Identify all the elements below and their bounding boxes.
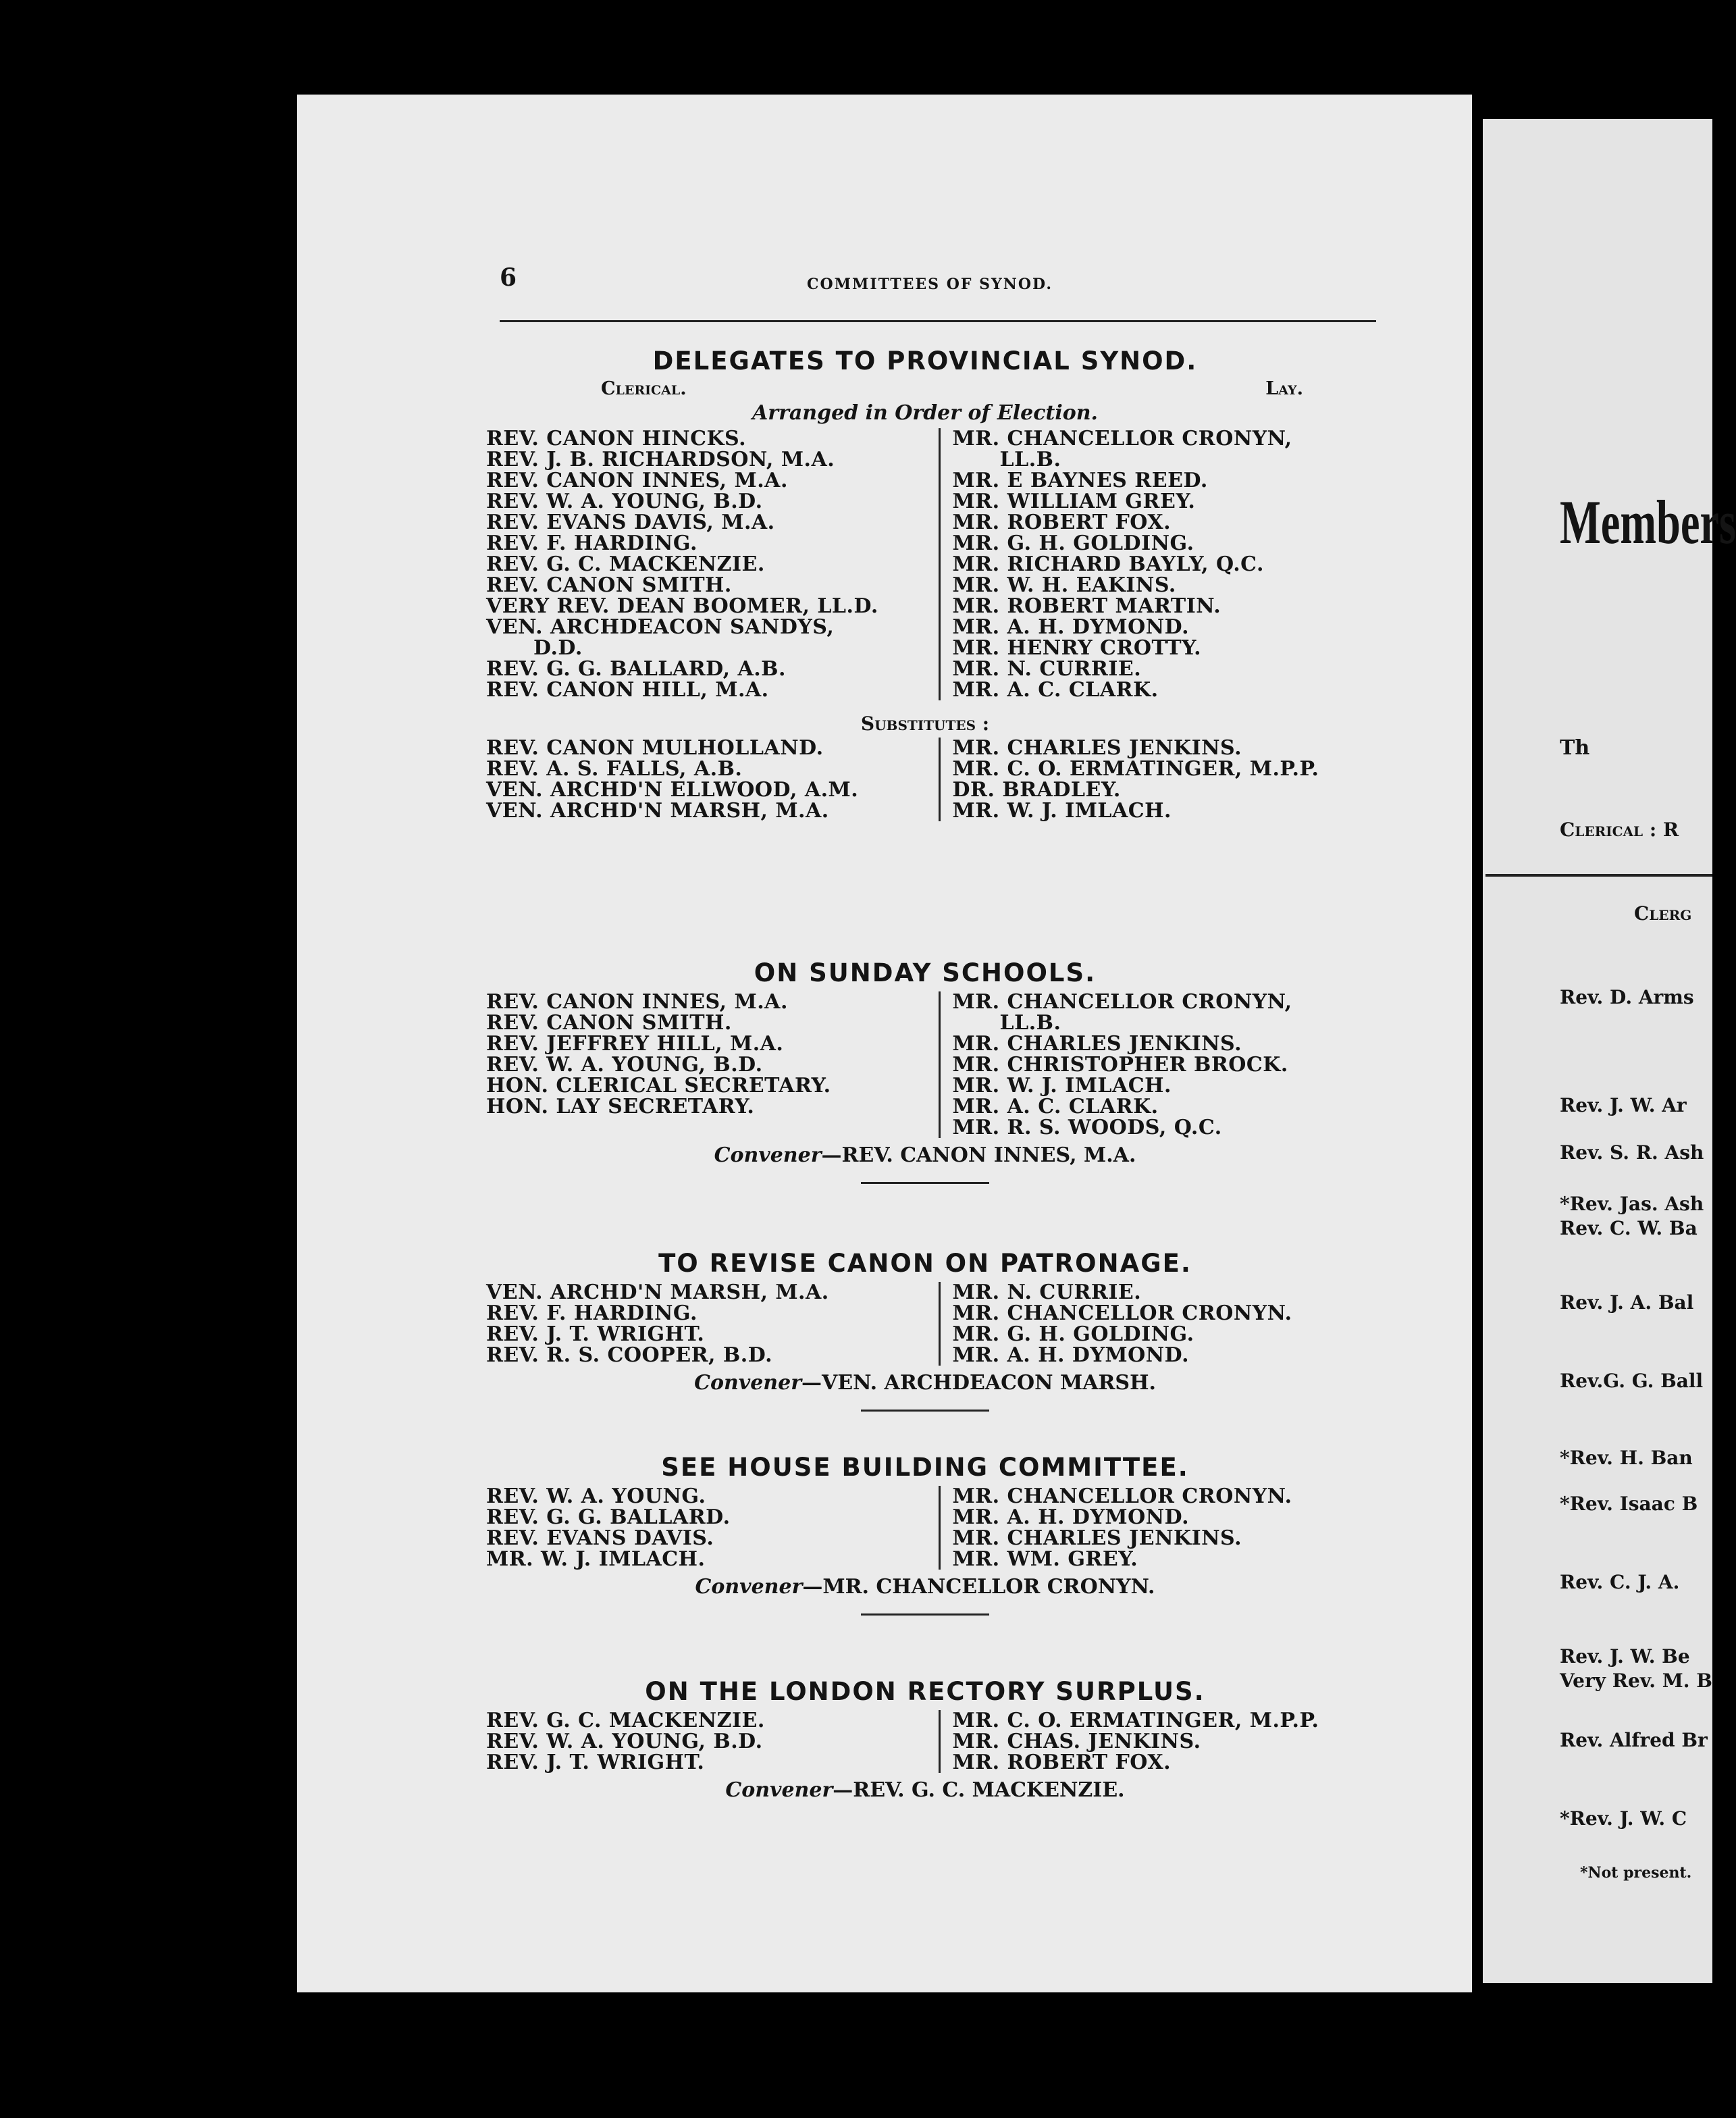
section-title: DELEGATES TO PROVINCIAL SYNOD. xyxy=(652,346,1198,376)
column-headers xyxy=(446,377,1404,401)
convener-line xyxy=(446,1575,1404,1599)
facing-entry: Rev.G. G. Ball xyxy=(1560,1370,1704,1392)
facing-entry: *Rev. H. Ban xyxy=(1560,1447,1693,1469)
member-name: REV. CANON INNES, M.A. xyxy=(486,990,788,1014)
member-name: MR. HENRY CROTTY. xyxy=(952,636,1202,660)
member-name: REV. F. HARDING. xyxy=(486,532,698,555)
convener-label: Convener xyxy=(714,1143,822,1167)
member-name: MR. CHANCELLOR CRONYN, xyxy=(952,990,1292,1014)
lay-header: Lay. xyxy=(1265,378,1303,399)
member-name: MR. W. H. EAKINS. xyxy=(952,573,1176,597)
member-name: MR. CHANCELLOR CRONYN. xyxy=(952,1484,1292,1508)
member-name: MR. G. H. GOLDING. xyxy=(952,532,1194,555)
facing-entry: Rev. Alfred Br xyxy=(1560,1729,1708,1751)
member-name: MR. CHARLES JENKINS. xyxy=(952,736,1242,760)
member-name: REV. R. S. COOPER, B.D. xyxy=(486,1343,773,1367)
convener-line xyxy=(446,1778,1404,1802)
member-name: MR. R. S. WOODS, Q.C. xyxy=(952,1116,1222,1139)
clerical-list xyxy=(446,1282,939,1366)
section-title: SEE HOUSE BUILDING COMMITTEE. xyxy=(661,1453,1189,1482)
clerical-header: Clerical. xyxy=(601,378,687,399)
member-name: MR. N. CURRIE. xyxy=(952,657,1142,681)
lay-list xyxy=(939,1710,1405,1773)
member-name: LL.B. xyxy=(999,1011,1061,1035)
convener-line xyxy=(446,1143,1404,1167)
member-name: MR. W. J. IMLACH. xyxy=(486,1547,706,1571)
member-name: REV. EVANS DAVIS, M.A. xyxy=(486,511,775,534)
member-name: REV. W. A. YOUNG, B.D. xyxy=(486,490,763,513)
member-name: MR. ROBERT MARTIN. xyxy=(952,594,1221,618)
member-name: MR. CHANCELLOR CRONYN, xyxy=(952,427,1292,450)
clerical-list xyxy=(446,991,939,1138)
member-name: MR. ROBERT FOX. xyxy=(952,1751,1172,1774)
facing-entry: *Rev. Jas. Ash xyxy=(1560,1193,1704,1215)
member-name: REV. J. T. WRIGHT. xyxy=(486,1751,705,1774)
member-name: REV. CANON HINCKS. xyxy=(486,427,747,450)
member-columns xyxy=(446,428,1404,700)
clerical-list xyxy=(446,1710,939,1773)
member-name: MR. A. H. DYMOND. xyxy=(952,615,1190,639)
member-name: MR. CHAS. JENKINS. xyxy=(952,1730,1201,1753)
member-name: MR. A. C. CLARK. xyxy=(952,1095,1159,1118)
member-name: VEN. ARCHD'N MARSH, M.A. xyxy=(486,1281,829,1304)
facing-entry: Rev. J. W. Ar xyxy=(1560,1094,1687,1116)
facing-entry: Rev. D. Arms xyxy=(1560,986,1694,1008)
member-name: MR. CHANCELLOR CRONYN. xyxy=(952,1301,1292,1325)
member-name: REV. CANON MULHOLLAND. xyxy=(486,736,824,760)
facing-clerical: Clerical : R xyxy=(1560,819,1679,841)
facing-heading: Members xyxy=(1560,488,1736,557)
member-name: REV. F. HARDING. xyxy=(486,1301,698,1325)
member-name: MR. A. H. DYMOND. xyxy=(952,1505,1190,1529)
section-provincial-synod xyxy=(446,346,1404,821)
section-title: TO REVISE CANON ON PATRONAGE. xyxy=(658,1249,1192,1278)
member-columns xyxy=(446,1282,1404,1366)
substitutes-label: Substitutes : xyxy=(860,713,990,735)
member-name: MR. C. O. ERMATINGER, M.P.P. xyxy=(952,1709,1319,1732)
convener-label: Convener xyxy=(725,1778,833,1802)
section-see-house xyxy=(446,1452,1404,1628)
member-name: REV. W. A. YOUNG, B.D. xyxy=(486,1730,763,1753)
election-note: Arranged in Order of Election. xyxy=(752,401,1099,425)
convener-label: Convener xyxy=(694,1371,802,1395)
facing-entry: Rev. J. A. Bal xyxy=(1560,1291,1694,1314)
section-sunday-schools xyxy=(446,958,1404,1196)
page-number: 6 xyxy=(500,263,517,292)
facing-rule xyxy=(1485,874,1712,877)
member-name: MR. W. J. IMLACH. xyxy=(952,1074,1172,1097)
member-name: D.D. xyxy=(533,636,583,660)
section-patronage xyxy=(446,1248,1404,1424)
section-london-rectory xyxy=(446,1676,1404,1802)
member-name: REV. CANON SMITH. xyxy=(486,1011,732,1035)
section-title: ON THE LONDON RECTORY SURPLUS. xyxy=(645,1677,1205,1706)
member-name: MR. E BAYNES REED. xyxy=(952,469,1208,492)
member-name: VEN. ARCHD'N ELLWOOD, A.M. xyxy=(486,778,859,802)
clerical-substitutes xyxy=(446,738,939,821)
convener-label: Convener xyxy=(695,1575,803,1599)
member-name: MR. ROBERT FOX. xyxy=(952,511,1172,534)
convener-name: —REV. CANON INNES, M.A. xyxy=(821,1143,1136,1167)
member-name: REV. G. C. MACKENZIE. xyxy=(486,1709,765,1732)
member-name: HON. LAY SECRETARY. xyxy=(486,1095,755,1118)
convener-name: —VEN. ARCHDEACON MARSH. xyxy=(801,1371,1156,1395)
member-name: REV. A. S. FALLS, A.B. xyxy=(486,757,743,781)
member-name: REV. CANON SMITH. xyxy=(486,573,732,597)
member-name: REV. CANON INNES, M.A. xyxy=(486,469,788,492)
member-name: REV. G. G. BALLARD, A.B. xyxy=(486,657,786,681)
member-name: REV. J. B. RICHARDSON, M.A. xyxy=(486,448,835,471)
facing-entry: Very Rev. M. B xyxy=(1560,1670,1712,1692)
facing-clerg: Clerg xyxy=(1634,902,1692,925)
member-name: REV. J. T. WRIGHT. xyxy=(486,1322,705,1346)
facing-entry: *Rev. J. W. C xyxy=(1560,1807,1687,1830)
member-columns xyxy=(446,991,1404,1138)
member-name: REV. CANON HILL, M.A. xyxy=(486,678,769,702)
member-name: MR. RICHARD BAYLY, Q.C. xyxy=(952,552,1264,576)
member-name: LL.B. xyxy=(999,448,1061,471)
lay-list xyxy=(939,1486,1405,1570)
facing-entry: *Rev. Isaac B xyxy=(1560,1493,1698,1515)
member-name: MR. CHARLES JENKINS. xyxy=(952,1526,1242,1550)
facing-entry: Rev. S. R. Ash xyxy=(1560,1141,1704,1164)
clerical-list xyxy=(446,428,939,700)
convener-name: —REV. G. C. MACKENZIE. xyxy=(833,1778,1125,1802)
member-columns xyxy=(446,1486,1404,1570)
member-name: REV. W. A. YOUNG, B.D. xyxy=(486,1053,763,1077)
facing-th: Th xyxy=(1560,736,1590,760)
convener-line xyxy=(446,1371,1404,1395)
facing-footnote: *Not present. xyxy=(1580,1864,1692,1882)
section-divider xyxy=(861,1182,989,1184)
member-name: MR. A. H. DYMOND. xyxy=(952,1343,1190,1367)
facing-entry: Rev. J. W. Be xyxy=(1560,1645,1690,1668)
member-name: REV. EVANS DAVIS. xyxy=(486,1526,714,1550)
member-name: MR. G. H. GOLDING. xyxy=(952,1322,1194,1346)
member-columns xyxy=(446,1710,1404,1773)
member-name: MR. WILLIAM GREY. xyxy=(952,490,1196,513)
member-name: MR. CHARLES JENKINS. xyxy=(952,1032,1242,1056)
running-head: COMMITTEES OF SYNOD. xyxy=(807,276,1053,293)
member-name: REV. JEFFREY HILL, M.A. xyxy=(486,1032,784,1056)
facing-entry: Rev. C. J. A. xyxy=(1560,1571,1680,1593)
member-name: VEN. ARCHDEACON SANDYS, xyxy=(486,615,835,639)
section-title: ON SUNDAY SCHOOLS. xyxy=(754,958,1097,987)
member-name: MR. C. O. ERMATINGER, M.P.P. xyxy=(952,757,1319,781)
lay-list xyxy=(939,1282,1405,1366)
section-divider xyxy=(861,1613,989,1616)
member-name: HON. CLERICAL SECRETARY. xyxy=(486,1074,831,1097)
right-page-edge xyxy=(1483,119,1712,1983)
lay-list xyxy=(939,991,1405,1138)
member-name: DR. BRADLEY. xyxy=(952,778,1121,802)
substitute-columns xyxy=(446,738,1404,821)
lay-list xyxy=(939,428,1405,700)
member-name: MR. CHRISTOPHER BROCK. xyxy=(952,1053,1288,1077)
header-rule xyxy=(500,320,1376,322)
member-name: REV. G. C. MACKENZIE. xyxy=(486,552,765,576)
member-name: MR. A. C. CLARK. xyxy=(952,678,1159,702)
member-name: VERY REV. DEAN BOOMER, LL.D. xyxy=(486,594,878,618)
section-divider xyxy=(861,1410,989,1412)
convener-name: —MR. CHANCELLOR CRONYN. xyxy=(802,1575,1155,1599)
lay-substitutes xyxy=(939,738,1405,821)
clerical-list xyxy=(446,1486,939,1570)
member-name: MR. W. J. IMLACH. xyxy=(952,799,1172,823)
member-name: REV. W. A. YOUNG. xyxy=(486,1484,706,1508)
member-name: MR. WM. GREY. xyxy=(952,1547,1138,1571)
member-name: MR. N. CURRIE. xyxy=(952,1281,1142,1304)
member-name: REV. G. G. BALLARD. xyxy=(486,1505,731,1529)
facing-entry: Rev. C. W. Ba xyxy=(1560,1217,1698,1239)
member-name: VEN. ARCHD'N MARSH, M.A. xyxy=(486,799,829,823)
